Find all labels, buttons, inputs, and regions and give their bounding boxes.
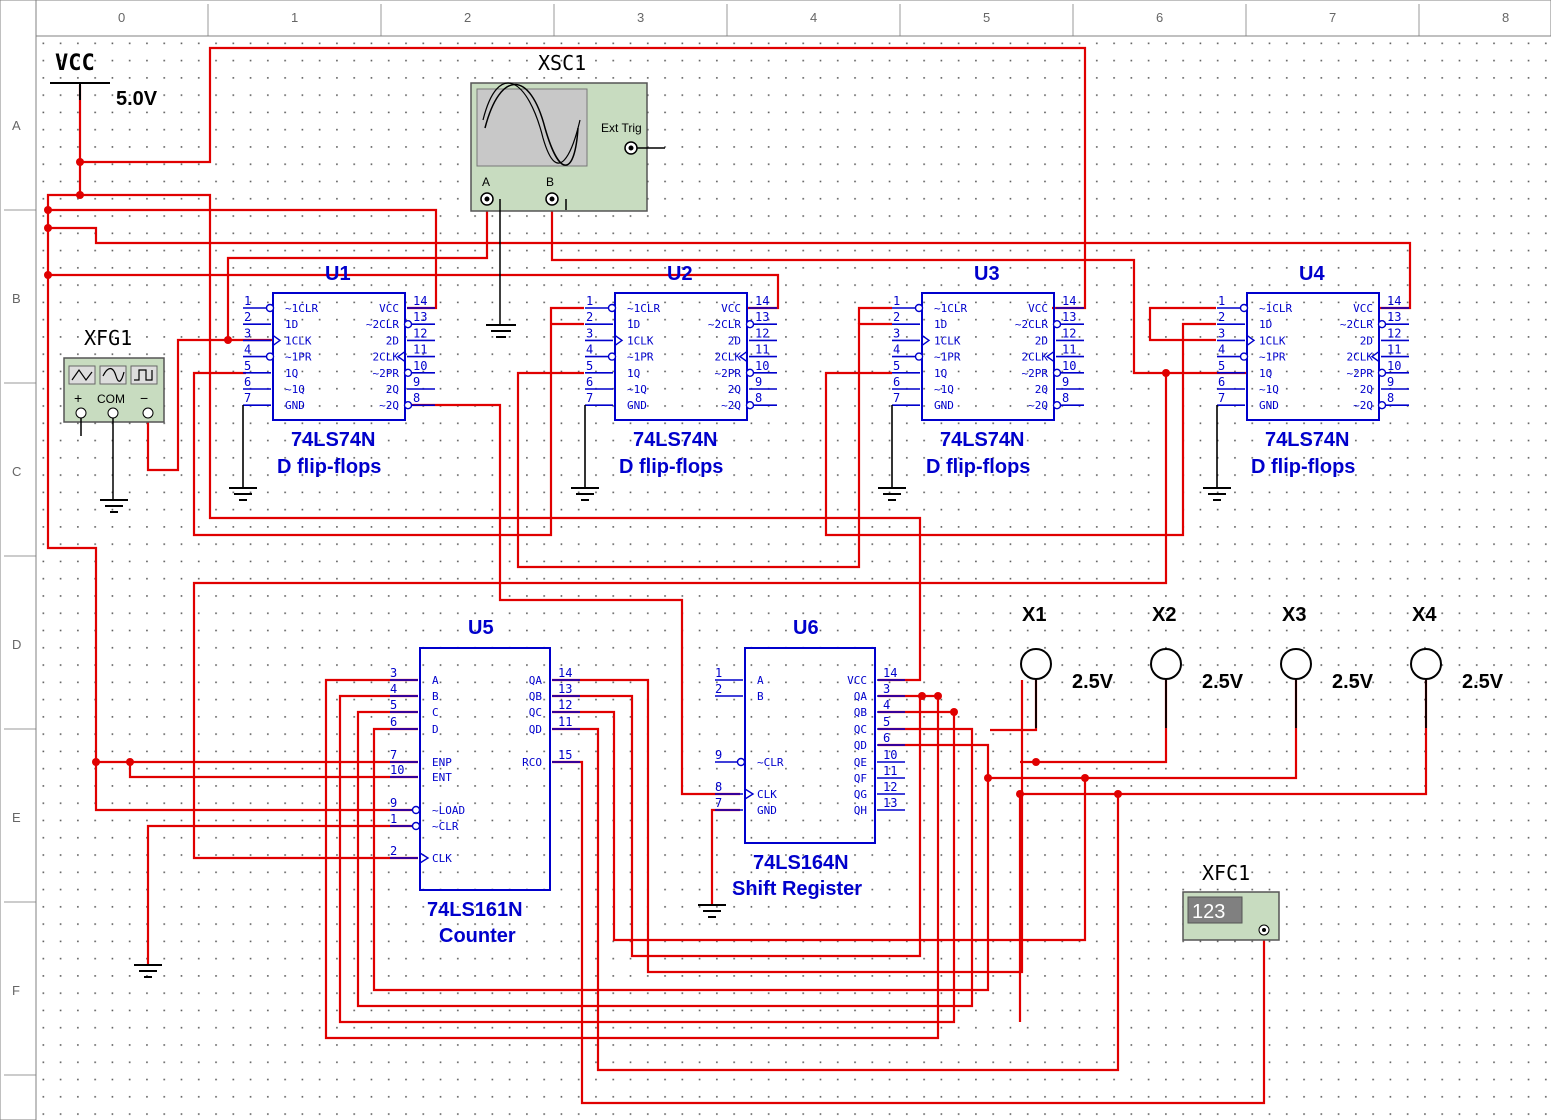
pin-name: ~1PR xyxy=(1259,350,1286,364)
component-part: 74LS74N xyxy=(633,429,718,451)
pin-number: 9 xyxy=(390,796,398,810)
pin-number: 1 xyxy=(715,666,723,680)
pin-number: 7 xyxy=(390,748,398,762)
pin-name: QB xyxy=(853,706,867,719)
pin-number: 5 xyxy=(883,715,891,729)
pin-name: GND xyxy=(1259,399,1279,413)
pin-name: 2CLK xyxy=(372,350,399,364)
pin-name: QH xyxy=(853,804,867,817)
pin-name: A xyxy=(757,674,764,687)
pin-name: 1Q xyxy=(285,366,299,380)
pin-name: 1D xyxy=(627,318,641,332)
pin-number: 1 xyxy=(893,294,901,308)
pin-name: QD xyxy=(528,723,542,736)
column-ruler-label: 4 xyxy=(810,10,818,25)
pin-name: 1CLK xyxy=(627,334,654,348)
component-part: 74LS164N xyxy=(753,852,849,874)
pin-name: 2CLK xyxy=(714,350,741,364)
pin-name: ~1Q xyxy=(934,383,954,396)
probe-voltage: 2.5V xyxy=(1072,671,1114,693)
row-ruler-label: E xyxy=(12,810,21,825)
pin-name: ~2PR xyxy=(372,366,399,380)
pin-number: 7 xyxy=(715,796,723,810)
pin-name: 1D xyxy=(1259,318,1273,332)
pin-number: 8 xyxy=(1062,391,1070,406)
frequency-counter-label: XFC1 xyxy=(1202,861,1251,885)
pin-name: 2Q xyxy=(727,383,741,396)
row-ruler-label: A xyxy=(12,118,21,133)
pin-name: VCC xyxy=(1028,302,1048,315)
pin-number: 3 xyxy=(390,666,398,680)
pin-name: ~1Q xyxy=(285,383,305,396)
fg-minus-terminal[interactable] xyxy=(143,408,153,418)
pin-number: 4 xyxy=(586,342,594,357)
channel-a-label: A xyxy=(482,175,491,189)
pin-name: VCC xyxy=(1353,302,1373,315)
component-part: 74LS74N xyxy=(291,429,376,451)
pin-number: 6 xyxy=(1218,375,1226,389)
pin-name: B xyxy=(757,690,764,703)
pin-number: 2 xyxy=(390,844,398,858)
pin-name: ~2CLR xyxy=(365,318,399,332)
pin-name: QE xyxy=(853,756,867,769)
pin-number: 2 xyxy=(586,310,594,325)
pin-name: ~2Q xyxy=(1353,399,1373,413)
square-wave-icon[interactable] xyxy=(131,366,157,384)
pin-number: 12 xyxy=(883,780,898,794)
pin-number: 11 xyxy=(883,764,898,778)
component-ref: U6 xyxy=(793,617,819,639)
pin-number: 13 xyxy=(413,310,428,325)
fg-plus-label: + xyxy=(74,390,83,406)
pin-number: 1 xyxy=(586,294,594,308)
pin-number: 13 xyxy=(755,310,770,325)
pin-number: 4 xyxy=(1218,342,1226,357)
pin-name: 1Q xyxy=(1259,366,1273,380)
column-ruler-label: 7 xyxy=(1329,10,1337,25)
pin-name: RCO xyxy=(522,756,542,769)
row-ruler-label: D xyxy=(12,637,22,652)
pin-name: QC xyxy=(853,723,867,736)
pin-name: 1CLK xyxy=(285,334,312,348)
row-ruler-label: C xyxy=(12,464,22,479)
frequency-display: 123 xyxy=(1192,901,1226,923)
pin-name: GND xyxy=(627,399,647,413)
pin-name: ENT xyxy=(432,771,452,784)
ext-trig-label: Ext Trig xyxy=(601,121,642,135)
pin-number: 11 xyxy=(1062,342,1077,357)
pin-name: ~1Q xyxy=(1259,383,1279,396)
pin-number: 8 xyxy=(413,391,421,406)
pin-number: 11 xyxy=(558,715,573,729)
probe-voltage: 2.5V xyxy=(1202,671,1244,693)
pin-name: ~2CLR xyxy=(1339,318,1373,332)
pin-name: CLK xyxy=(757,788,777,801)
pin-number: 9 xyxy=(1062,375,1070,389)
probe-voltage: 2.5V xyxy=(1332,671,1374,693)
component-ref: U5 xyxy=(468,617,494,639)
column-ruler-label: 8 xyxy=(1502,10,1510,25)
pin-name: VCC xyxy=(379,302,399,315)
pin-name: ~1PR xyxy=(285,350,312,364)
pin-number: 8 xyxy=(755,391,763,406)
pin-number: 1 xyxy=(1218,294,1226,308)
component-desc: D flip-flops xyxy=(926,456,1031,478)
pin-name: GND xyxy=(934,399,954,413)
probe-ref: X2 xyxy=(1152,604,1177,626)
pin-number: 4 xyxy=(390,682,398,696)
row-ruler-label: B xyxy=(12,291,21,306)
pin-number: 7 xyxy=(586,391,594,406)
component-part: 74LS74N xyxy=(1265,429,1350,451)
pin-number: 1 xyxy=(244,294,252,308)
pin-number: 5 xyxy=(1218,358,1226,373)
component-desc: D flip-flops xyxy=(1251,456,1356,478)
column-ruler-label: 0 xyxy=(118,10,126,25)
probe-lamp-icon xyxy=(1021,649,1051,679)
pin-name: CLK xyxy=(432,852,452,865)
column-ruler-label: 6 xyxy=(1156,10,1164,25)
pin-number: 10 xyxy=(755,358,770,373)
probe-lamp-icon xyxy=(1281,649,1311,679)
pin-number: 2 xyxy=(893,310,901,325)
probe-ref: X3 xyxy=(1282,604,1307,626)
column-ruler-label: 1 xyxy=(291,10,299,25)
pin-number: 6 xyxy=(586,375,594,389)
pin-number: 10 xyxy=(1062,358,1077,373)
pin-name: 2D xyxy=(727,334,741,348)
pin-name: VCC xyxy=(847,674,867,687)
pin-name: QG xyxy=(853,788,867,801)
pin-number: 3 xyxy=(244,326,252,341)
pin-name: QB xyxy=(528,690,542,703)
pin-name: 2D xyxy=(1034,334,1048,348)
pin-name: ~1PR xyxy=(627,350,654,364)
component-ref: U4 xyxy=(1299,263,1325,285)
pin-name: ~2PR xyxy=(714,366,741,380)
pin-number: 11 xyxy=(413,342,428,357)
component-part: 74LS74N xyxy=(940,429,1025,451)
pin-name: GND xyxy=(757,804,777,817)
scope-screen xyxy=(477,89,587,166)
pin-name: ~2Q xyxy=(721,399,741,413)
pin-number: 9 xyxy=(413,375,421,389)
pin-name: ~1CLR xyxy=(627,302,661,315)
pin-number: 13 xyxy=(558,682,573,696)
channel-b-label: B xyxy=(546,175,555,189)
pin-number: 9 xyxy=(715,748,723,762)
pin-name: ~2Q xyxy=(379,399,399,413)
pin-name: ~CLR xyxy=(432,820,459,833)
pin-number: 4 xyxy=(244,342,252,357)
pin-number: 3 xyxy=(883,682,891,696)
pin-number: 5 xyxy=(390,698,398,712)
pin-name: ~CLR xyxy=(757,756,784,769)
column-ruler-label: 2 xyxy=(464,10,472,25)
pin-number: 10 xyxy=(413,358,428,373)
pin-number: 6 xyxy=(244,375,252,389)
pin-number: 6 xyxy=(390,715,398,729)
pin-number: 11 xyxy=(1387,342,1402,357)
probe-ref: X1 xyxy=(1022,604,1047,626)
pin-name: ~2PR xyxy=(1021,366,1048,380)
pin-name: 2Q xyxy=(385,383,399,396)
component-ref: U2 xyxy=(667,263,693,285)
pin-number: 12 xyxy=(755,326,770,341)
pin-name: QD xyxy=(853,739,867,752)
pin-name: 1CLK xyxy=(1259,334,1286,348)
pin-number: 5 xyxy=(244,358,252,373)
pin-name: ~LOAD xyxy=(432,804,466,817)
pin-number: 14 xyxy=(755,294,770,308)
oscilloscope-label: XSC1 xyxy=(538,51,587,75)
pin-name: ~2CLR xyxy=(707,318,741,332)
pin-number: 13 xyxy=(883,796,898,810)
pin-name: ~2Q xyxy=(1028,399,1048,413)
pin-name: QA xyxy=(528,674,542,687)
fg-plus-terminal[interactable] xyxy=(76,408,86,418)
pin-name: 1CLK xyxy=(934,334,961,348)
pin-number: 13 xyxy=(1387,310,1402,325)
fg-com-label: COM xyxy=(97,392,125,406)
probe-lamp-icon xyxy=(1151,649,1181,679)
vcc-value: 5.0V xyxy=(116,88,158,110)
pin-name: 2D xyxy=(1359,334,1373,348)
pin-name: ~2PR xyxy=(1346,366,1373,380)
pin-number: 10 xyxy=(390,763,405,777)
pin-number: 7 xyxy=(1218,391,1226,406)
pin-number: 2 xyxy=(1218,310,1226,325)
component-ref: U1 xyxy=(325,263,351,285)
pin-number: 9 xyxy=(755,375,763,389)
row-ruler-label: F xyxy=(12,983,20,998)
pin-number: 7 xyxy=(893,391,901,406)
pin-name: QA xyxy=(853,690,867,703)
fg-com-terminal[interactable] xyxy=(108,408,118,418)
component-desc: Shift Register xyxy=(732,878,863,900)
pin-number: 10 xyxy=(1387,358,1402,373)
function-generator-label: XFG1 xyxy=(84,326,133,350)
pin-name: ~1CLR xyxy=(285,302,319,315)
pin-name: QC xyxy=(528,706,542,719)
pin-name: 1D xyxy=(285,318,299,332)
pin-number: 15 xyxy=(558,748,573,762)
pin-number: 8 xyxy=(715,780,723,794)
pin-number: 8 xyxy=(1387,391,1395,406)
component-desc: Counter xyxy=(439,925,516,947)
column-ruler-label: 5 xyxy=(983,10,991,25)
pin-number: 14 xyxy=(413,294,428,308)
pin-name: VCC xyxy=(721,302,741,315)
pin-number: 12 xyxy=(1387,326,1402,341)
pin-name: 2Q xyxy=(1034,383,1048,396)
pin-name: 2Q xyxy=(1359,383,1373,396)
pin-number: 9 xyxy=(1387,375,1395,389)
pin-number: 5 xyxy=(586,358,594,373)
pin-name: D xyxy=(432,723,439,736)
pin-number: 3 xyxy=(586,326,594,341)
probe-lamp-icon xyxy=(1411,649,1441,679)
component-desc: D flip-flops xyxy=(619,456,724,478)
pin-number: 4 xyxy=(893,342,901,357)
left-ruler xyxy=(0,0,36,1120)
pin-number: 11 xyxy=(755,342,770,357)
pin-name: 1Q xyxy=(934,366,948,380)
pin-name: ~1CLR xyxy=(934,302,968,315)
pin-number: 6 xyxy=(893,375,901,389)
probe-voltage: 2.5V xyxy=(1462,671,1504,693)
pin-number: 3 xyxy=(893,326,901,341)
pin-number: 5 xyxy=(893,358,901,373)
component-desc: D flip-flops xyxy=(277,456,382,478)
pin-number: 2 xyxy=(244,310,252,325)
pin-name: ENP xyxy=(432,756,452,769)
pin-name: 1D xyxy=(934,318,948,332)
pin-number: 14 xyxy=(558,666,573,680)
pin-number: 4 xyxy=(883,698,891,712)
pin-number: 1 xyxy=(390,812,398,826)
pin-name: ~1PR xyxy=(934,350,961,364)
pin-name: A xyxy=(432,674,439,687)
pin-name: ~1Q xyxy=(627,383,647,396)
pin-number: 14 xyxy=(1387,294,1402,308)
pin-number: 6 xyxy=(883,731,891,745)
pin-name: ~1CLR xyxy=(1259,302,1293,315)
pin-name: 2CLK xyxy=(1021,350,1048,364)
pin-name: 1Q xyxy=(627,366,641,380)
pin-number: 10 xyxy=(883,748,898,762)
pin-number: 2 xyxy=(715,682,723,696)
top-ruler xyxy=(0,0,1551,36)
pin-number: 3 xyxy=(1218,326,1226,341)
pin-name: 2D xyxy=(385,334,399,348)
pin-number: 12 xyxy=(1062,326,1077,341)
pin-name: B xyxy=(432,690,439,703)
pin-number: 13 xyxy=(1062,310,1077,325)
column-ruler-label: 3 xyxy=(637,10,645,25)
pin-number: 12 xyxy=(413,326,428,341)
vcc-label: VCC xyxy=(55,51,95,76)
pin-name: QF xyxy=(853,772,867,785)
pin-number: 14 xyxy=(1062,294,1077,308)
pin-name: GND xyxy=(285,399,305,413)
pin-number: 7 xyxy=(244,391,252,406)
dot-grid xyxy=(36,36,1551,1120)
pin-name: 2CLK xyxy=(1346,350,1373,364)
component-part: 74LS161N xyxy=(427,899,523,921)
fg-minus-label: − xyxy=(140,390,149,406)
pin-name: ~2CLR xyxy=(1014,318,1048,332)
pin-name: C xyxy=(432,706,439,719)
probe-ref: X4 xyxy=(1412,604,1437,626)
component-ref: U3 xyxy=(974,263,1000,285)
pin-number: 12 xyxy=(558,698,573,712)
pin-number: 14 xyxy=(883,666,898,680)
